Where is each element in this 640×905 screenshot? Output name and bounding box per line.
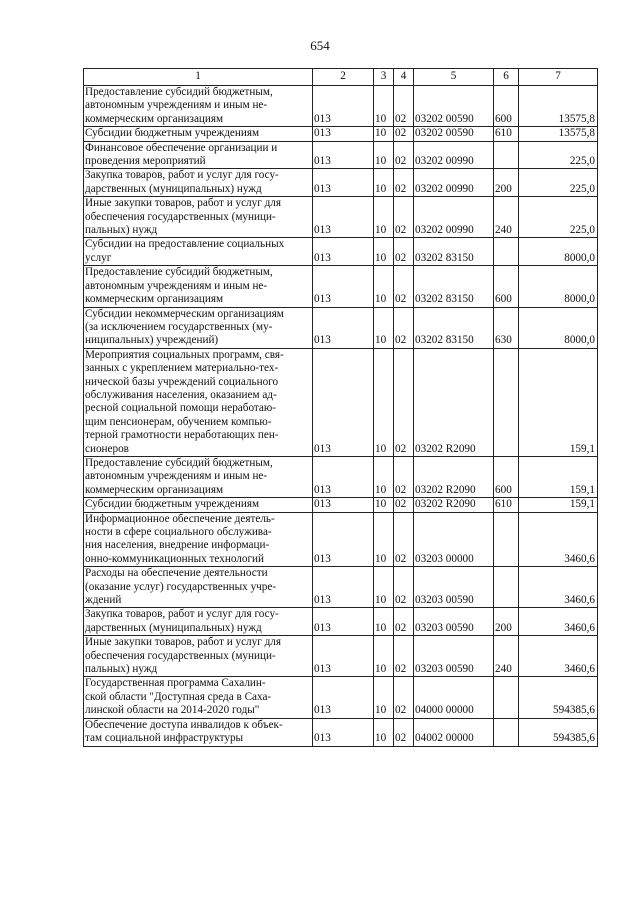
name-line: Расходы на обеспечение деятельности: [85, 567, 268, 580]
cell-expense-type: [494, 141, 519, 169]
cell-target-article: 03202 R2090: [414, 498, 494, 512]
table-row: [84, 238, 598, 266]
table-row: [84, 141, 598, 169]
cell-expense-type: [494, 348, 519, 456]
cell-ministry-code: 013: [313, 677, 374, 718]
cell-amount: 225,0: [519, 169, 598, 197]
cell-expense-type: 200: [494, 608, 519, 636]
cell-subsection: 02: [394, 718, 414, 746]
cell-subsection: 02: [394, 307, 414, 348]
cell-subsection: 02: [394, 567, 414, 608]
cell-amount: 594385,6: [519, 677, 598, 718]
cell-target-article: 03202 83150: [414, 307, 494, 348]
name-line: Субсидии бюджетным учреждениям: [85, 498, 260, 511]
cell-name: [84, 169, 313, 197]
cell-section: 10: [374, 498, 394, 512]
name-line: Субсидии бюджетным учреждениям: [85, 127, 260, 140]
cell-amount: 159,1: [519, 456, 598, 497]
cell-expense-type: 240: [494, 636, 519, 677]
header-cell: 4: [394, 69, 414, 86]
cell-subsection: 02: [394, 636, 414, 677]
cell-amount: 13575,8: [519, 127, 598, 141]
name-line: Субсидии некоммерческим организациям: [85, 307, 284, 320]
cell-section: 10: [374, 718, 394, 746]
cell-name: [84, 636, 313, 677]
name-line: Мероприятия социальных программ, свя-: [85, 348, 284, 361]
cell-section: 10: [374, 348, 394, 456]
header-cell: 7: [519, 69, 598, 86]
name-line: Информационное обеспечение деятель-: [85, 512, 275, 525]
cell-subsection: 02: [394, 498, 414, 512]
cell-section: 10: [374, 238, 394, 266]
cell-amount: 159,1: [519, 348, 598, 456]
name-line: линской области на 2014-2020 годы": [85, 704, 260, 717]
name-line: Закупка товаров, работ и услуг для госу-: [85, 608, 279, 621]
cell-ministry-code: 013: [313, 567, 374, 608]
cell-amount: 225,0: [519, 141, 598, 169]
table-row: [84, 718, 598, 746]
name-line: Закупка товаров, работ и услуг для госу-: [85, 169, 279, 182]
cell-subsection: 02: [394, 677, 414, 718]
name-line: занных с укреплением материально-тех-: [85, 362, 279, 375]
table-row: [84, 677, 598, 718]
cell-name: [84, 608, 313, 636]
name-line: автономным учреждениям и иным не-: [85, 99, 268, 112]
table-row: [84, 608, 598, 636]
name-line: онно-коммуникационных технологий: [85, 552, 265, 565]
name-line: коммерческим организациям: [85, 483, 224, 496]
cell-subsection: 02: [394, 127, 414, 141]
cell-amount: 225,0: [519, 197, 598, 238]
cell-subsection: 02: [394, 266, 414, 307]
name-line: дарственных (муниципальных) нужд: [85, 182, 262, 195]
name-line: обеспечения государственных (муници-: [85, 649, 276, 662]
name-line: автономным учреждениям и иным не-: [85, 279, 268, 292]
cell-target-article: 03203 00590: [414, 567, 494, 608]
cell-section: 10: [374, 169, 394, 197]
name-line: Предоставление субсидий бюджетным,: [85, 86, 273, 98]
cell-target-article: 03202 00590: [414, 86, 494, 127]
header-row: [84, 69, 598, 86]
cell-section: 10: [374, 266, 394, 307]
header-cell: 1: [84, 69, 313, 86]
cell-target-article: 03202 83150: [414, 238, 494, 266]
name-line: пальных) нужд: [85, 663, 158, 676]
cell-amount: 8000,0: [519, 238, 598, 266]
cell-name: [84, 498, 313, 512]
cell-name: [84, 456, 313, 497]
cell-section: 10: [374, 456, 394, 497]
name-line: ждений: [85, 594, 122, 607]
cell-subsection: 02: [394, 348, 414, 456]
name-line: Иные закупки товаров, работ и услуг для: [85, 636, 282, 649]
cell-amount: 13575,8: [519, 86, 598, 127]
cell-subsection: 02: [394, 512, 414, 567]
page-number: 654: [310, 38, 330, 53]
name-line: нической базы учреждений социального: [85, 375, 279, 388]
cell-section: 10: [374, 567, 394, 608]
name-line: Финансовое обеспечение организации и: [85, 141, 278, 154]
cell-expense-type: 240: [494, 197, 519, 238]
table-row: [84, 169, 598, 197]
name-line: сионеров: [85, 442, 129, 455]
cell-ministry-code: 013: [313, 498, 374, 512]
cell-amount: 8000,0: [519, 266, 598, 307]
cell-target-article: 03202 83150: [414, 266, 494, 307]
name-line: терной грамотности неработающих пен-: [85, 429, 279, 442]
cell-subsection: 02: [394, 169, 414, 197]
cell-name: [84, 348, 313, 456]
name-line: услуг: [85, 251, 112, 264]
cell-target-article: 03203 00590: [414, 608, 494, 636]
name-line: Субсидии на предоставление социальных: [85, 238, 285, 251]
cell-amount: 3460,6: [519, 608, 598, 636]
cell-amount: 3460,6: [519, 636, 598, 677]
cell-expense-type: [494, 718, 519, 746]
cell-expense-type: 600: [494, 266, 519, 307]
budget-table: [83, 68, 598, 747]
name-line: там социальной инфраструктуры: [85, 732, 244, 745]
cell-expense-type: 600: [494, 86, 519, 127]
cell-section: 10: [374, 86, 394, 127]
cell-amount: 594385,6: [519, 718, 598, 746]
cell-section: 10: [374, 141, 394, 169]
cell-subsection: 02: [394, 86, 414, 127]
cell-amount: 8000,0: [519, 307, 598, 348]
name-line: ния населения, внедрение информаци-: [85, 539, 270, 552]
cell-ministry-code: 013: [313, 608, 374, 636]
cell-section: 10: [374, 512, 394, 567]
cell-target-article: 03202 R2090: [414, 348, 494, 456]
cell-ministry-code: 013: [313, 636, 374, 677]
name-line: (оказание услуг) государственных учре-: [85, 580, 277, 593]
name-line: обеспечения государственных (муници-: [85, 210, 276, 223]
cell-ministry-code: 013: [313, 307, 374, 348]
name-line: коммерческим организациям: [85, 293, 224, 306]
name-line: Предоставление субсидий бюджетным,: [85, 266, 273, 279]
table-row: [84, 127, 598, 141]
cell-target-article: 03203 00590: [414, 636, 494, 677]
cell-subsection: 02: [394, 456, 414, 497]
name-line: обслуживания населения, оказанием ад-: [85, 388, 277, 401]
cell-expense-type: 200: [494, 169, 519, 197]
cell-amount: 3460,6: [519, 512, 598, 567]
cell-section: 10: [374, 608, 394, 636]
name-line: Предоставление субсидий бюджетным,: [85, 456, 273, 469]
cell-expense-type: [494, 677, 519, 718]
cell-name: [84, 567, 313, 608]
cell-target-article: 04002 00000: [414, 718, 494, 746]
table-row: [84, 86, 598, 127]
cell-name: [84, 677, 313, 718]
cell-name: [84, 718, 313, 746]
cell-expense-type: 610: [494, 127, 519, 141]
cell-name: [84, 127, 313, 141]
cell-target-article: 04000 00000: [414, 677, 494, 718]
name-line: щим пенсионерам, обучением компью-: [85, 415, 272, 428]
cell-subsection: 02: [394, 608, 414, 636]
cell-amount: 159,1: [519, 498, 598, 512]
cell-name: [84, 141, 313, 169]
cell-ministry-code: 013: [313, 169, 374, 197]
cell-name: [84, 238, 313, 266]
cell-amount: 3460,6: [519, 567, 598, 608]
name-line: коммерческим организациям: [85, 112, 224, 125]
cell-expense-type: [494, 238, 519, 266]
cell-name: [84, 266, 313, 307]
cell-ministry-code: 013: [313, 456, 374, 497]
cell-ministry-code: 013: [313, 141, 374, 169]
cell-ministry-code: 013: [313, 238, 374, 266]
name-line: ниципальных) учреждений): [85, 334, 219, 347]
table-row: [84, 567, 598, 608]
cell-name: [84, 197, 313, 238]
table-row: [84, 512, 598, 567]
header-cell: 2: [313, 69, 374, 86]
cell-target-article: 03202 R2090: [414, 456, 494, 497]
cell-ministry-code: 013: [313, 86, 374, 127]
table-row: [84, 307, 598, 348]
cell-target-article: 03203 00000: [414, 512, 494, 567]
cell-expense-type: 610: [494, 498, 519, 512]
cell-section: 10: [374, 636, 394, 677]
cell-name: [84, 86, 313, 127]
table-row: [84, 348, 598, 456]
header-cell: 5: [414, 69, 494, 86]
name-line: (за исключением государственных (му-: [85, 320, 273, 333]
name-line: автономным учреждениям и иным не-: [85, 470, 268, 483]
cell-name: [84, 307, 313, 348]
table-row: [84, 498, 598, 512]
cell-subsection: 02: [394, 197, 414, 238]
cell-expense-type: [494, 512, 519, 567]
cell-ministry-code: 013: [313, 718, 374, 746]
cell-section: 10: [374, 127, 394, 141]
cell-name: [84, 512, 313, 567]
table-row: [84, 266, 598, 307]
name-line: дарственных (муниципальных) нужд: [85, 621, 262, 634]
cell-ministry-code: 013: [313, 127, 374, 141]
cell-target-article: 03202 00990: [414, 169, 494, 197]
cell-section: 10: [374, 307, 394, 348]
cell-target-article: 03202 00990: [414, 197, 494, 238]
name-line: Иные закупки товаров, работ и услуг для: [85, 197, 282, 210]
cell-ministry-code: 013: [313, 197, 374, 238]
table-row: [84, 456, 598, 497]
name-line: ской области "Доступная среда в Саха-: [85, 690, 272, 703]
cell-expense-type: [494, 567, 519, 608]
cell-ministry-code: 013: [313, 266, 374, 307]
table-row: [84, 636, 598, 677]
cell-subsection: 02: [394, 238, 414, 266]
cell-expense-type: 630: [494, 307, 519, 348]
name-line: проведения мероприятий: [85, 155, 206, 168]
header-cell: 6: [494, 69, 519, 86]
table-row: [84, 197, 598, 238]
name-line: Обеспечение доступа инвалидов к объек-: [85, 718, 283, 731]
cell-target-article: 03202 00990: [414, 141, 494, 169]
name-line: ресной социальной помощи неработаю-: [85, 402, 276, 415]
cell-section: 10: [374, 197, 394, 238]
header-cell: 3: [374, 69, 394, 86]
cell-section: 10: [374, 677, 394, 718]
cell-expense-type: 600: [494, 456, 519, 497]
cell-ministry-code: 013: [313, 512, 374, 567]
name-line: Государственная программа Сахалин-: [85, 677, 266, 690]
name-line: ности в сфере социального обслужива-: [85, 526, 272, 538]
cell-ministry-code: 013: [313, 348, 374, 456]
name-line: пальных) нужд: [85, 224, 158, 237]
cell-subsection: 02: [394, 141, 414, 169]
cell-target-article: 03202 00590: [414, 127, 494, 141]
